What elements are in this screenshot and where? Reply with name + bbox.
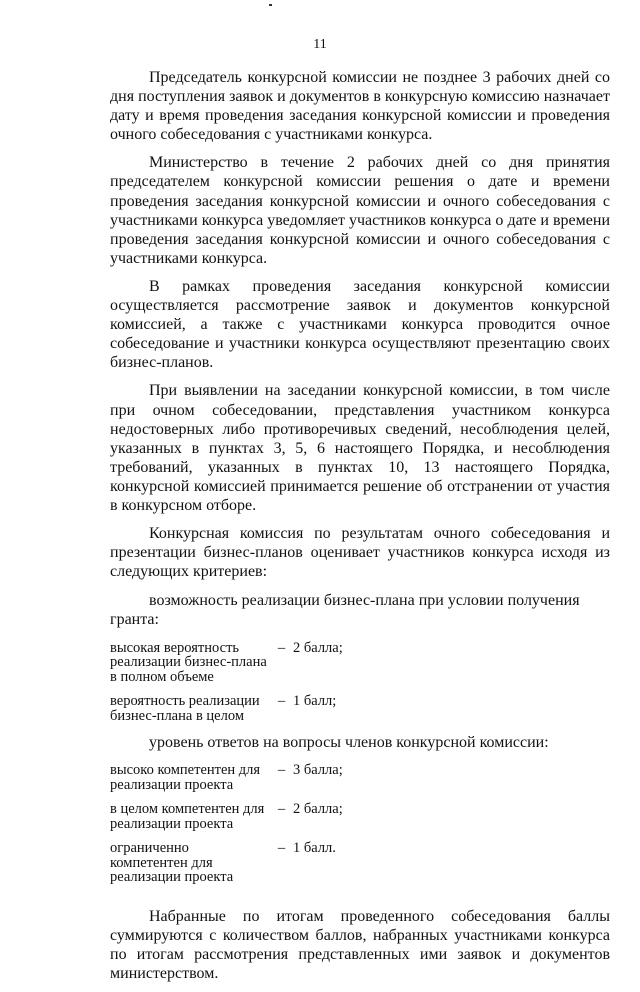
criterion-1-item [110, 641, 610, 685]
criterion-2-item [110, 802, 610, 831]
criterion-dash: – [277, 840, 286, 857]
criterion-dash: – [277, 639, 286, 656]
criterion-score: 3 балла; [293, 762, 343, 779]
criterion-score: 2 балла; [293, 639, 343, 656]
criterion-dash: – [277, 801, 286, 818]
criterion-dash: – [277, 762, 286, 779]
document-body [110, 68, 610, 992]
criterion-label: высокая вероятность реализации бизнес-плана в полном объеме [110, 639, 267, 685]
criterion-score: 1 балл; [293, 693, 337, 710]
paragraph-schedule: Председатель конкурсной комиссии не позднее 3 рабочих дней со дня поступления заявок и документов в конкурсную комиссию назначает дату и время проведения заседания конкурсной комиссии и проведения очного собеседования с участниками конкурса. [110, 69, 610, 144]
criterion-score: 2 балла; [293, 801, 343, 818]
criterion-label: ограниченно компетентен для реализации проекта [110, 840, 234, 886]
criterion-label: в целом компетентен для реализации проекта [110, 801, 265, 832]
criterion-dash: – [277, 693, 286, 710]
paragraph-notification: Министерство в течение 2 рабочих дней со дня принятия председателем конкурсной комиссии решения о дате и времени проведения заседания конкурсной комиссии и очного собеседования с участниками конкурса уведомляет участников конкурса о дате и времени проведения заседания конкурсной комиссии и очного собеседования с участниками конкурса. [110, 154, 610, 267]
criterion-2-item [110, 841, 610, 885]
criterion-1-item [110, 694, 610, 723]
criterion-score: 1 балл. [293, 840, 336, 857]
criterion-2-heading: уровень ответов на вопросы членов конкурсной комиссии: [149, 734, 549, 752]
criterion-1-heading: возможность реализации бизнес-плана при условии получения гранта: [110, 592, 580, 629]
criterion-1-list [110, 641, 610, 724]
paragraph-criteria-intro: Конкурсная комиссия по результатам очного собеседования и презентации бизнес-планов оценивает участников конкурса исходя из следующих критериев: [110, 525, 610, 581]
paragraph-exclusion: При выявлении на заседании конкурсной комиссии, в том числе при очном собеседовании, представления участником конкурса недостоверных либо противоречивых сведений, несоблюдения целей, указанных в пунктах 3, 5, 6 настоящего Порядка, и несоблюдения требований, указанных в пунктах 10, 13 настоящего Порядка, конкурсной комиссией принимается решение об отстранении от участия в конкурсном отборе. [110, 382, 610, 514]
paragraph-meeting: В рамках проведения заседания конкурсной комиссии осуществляется рассмотрение заявок и документов конкурсной комиссией, а также с участниками конкурса проводится очное собеседование и участники конкурса осуществляют презентацию своих бизнес-планов. [110, 277, 610, 372]
paragraph-final: Набранные по итогам проведенного собеседования баллы суммируются с количеством баллов, набранных участниками конкурса по итогам рассмотрения представленных ими заявок и документов министерством. [110, 907, 610, 982]
page-number: 11 [313, 37, 327, 52]
criterion-label: вероятность реализации бизнес-плана в целом [110, 693, 260, 724]
scan-mark [269, 4, 272, 6]
criterion-label: высоко компетентен для реализации проекта [110, 762, 261, 793]
criterion-2-list [110, 763, 610, 885]
criterion-2-item [110, 763, 610, 792]
